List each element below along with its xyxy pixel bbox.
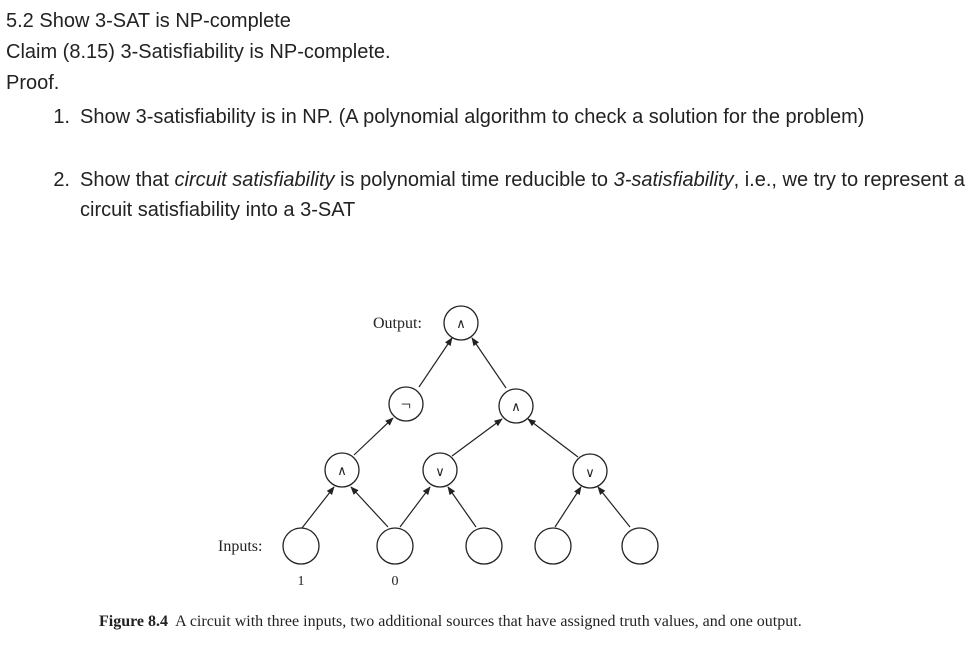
wire	[351, 487, 388, 527]
list-number: 2.	[53, 169, 70, 191]
wire	[555, 487, 581, 527]
wire	[528, 419, 578, 457]
svg-text:∨: ∨	[435, 464, 445, 479]
not-gate	[389, 387, 423, 421]
input-node	[377, 528, 413, 564]
wire	[400, 487, 430, 527]
input-node	[535, 528, 571, 564]
section-title: 5.2 Show 3-SAT is NP-complete	[6, 10, 291, 32]
circuit-diagram	[0, 290, 977, 610]
wire	[419, 338, 452, 387]
assigned-value: 1	[297, 574, 305, 589]
caption-text: A circuit with three inputs, two additional sources that have assigned truth values, and one output.	[175, 613, 802, 630]
input-node	[466, 528, 502, 564]
or-gate	[573, 454, 607, 488]
output-label: Output:	[373, 315, 422, 332]
emphasis-circuit-satisfiability: circuit satisfiability	[174, 169, 335, 191]
wire	[354, 418, 393, 455]
emphasis-3-satisfiability: 3-satisfiability	[613, 169, 734, 191]
assigned-value: 0	[391, 574, 399, 589]
proof-label: Proof.	[6, 72, 60, 94]
list-item	[40, 102, 977, 132]
caption-label: Figure 8.4	[99, 613, 169, 630]
list-number: 1.	[53, 106, 70, 128]
svg-text:∧: ∧	[511, 399, 521, 414]
list-item-text	[80, 165, 977, 225]
input-node	[283, 528, 319, 564]
svg-text:¬: ¬	[400, 394, 412, 414]
wire	[472, 338, 506, 388]
wire	[302, 487, 334, 528]
input-node	[622, 528, 658, 564]
claim-text: Claim (8.15) 3-Satisfiability is NP-complete.	[6, 41, 391, 63]
or-gate	[423, 453, 457, 487]
svg-text:∧: ∧	[337, 463, 347, 478]
inputs-label: Inputs:	[218, 538, 263, 555]
wire	[448, 487, 476, 527]
figure-caption	[99, 612, 819, 632]
list-item-text: Show 3-satisfiability is in NP. (A polynomial algorithm to check a solution for the problem)	[80, 106, 865, 128]
output-gate	[444, 306, 478, 340]
list-item	[40, 165, 977, 225]
wire	[598, 487, 630, 527]
text-segment: is polynomial time reducible to	[334, 169, 614, 191]
text-segment: , i.e., we try to represent a circuit satisfiability into a 3-SAT	[80, 169, 965, 221]
and-gate	[499, 389, 533, 423]
and-gate	[325, 453, 359, 487]
svg-text:∧: ∧	[456, 316, 466, 331]
svg-text:∨: ∨	[585, 465, 595, 480]
wire	[452, 419, 502, 456]
text-segment: Show that	[80, 169, 175, 191]
